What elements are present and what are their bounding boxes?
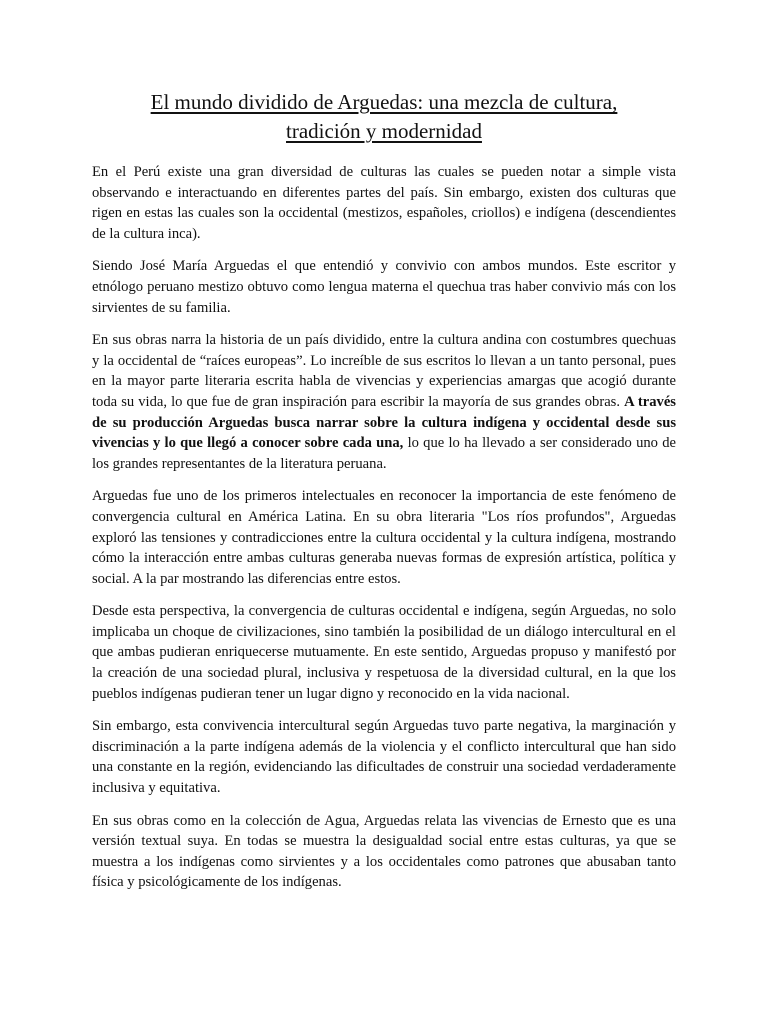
paragraph-5: Desde esta perspectiva, la convergencia de culturas occidental e indígena, según Arguedas, no solo implicaba un choque de civilizaciones, sino también la posibilidad de un diálogo intercultural en el que ambas pudieran enriquecerse mutuamente. En este sentido, Arguedas propuso y manifestó por la creación de una sociedad plural, inclusiva y respetuosa de la diversidad cultural, en la que los pueblos indígenas pudieran tener un lugar digno y reconocido en la vida nacional. bbox=[92, 603, 676, 702]
paragraph-4: Arguedas fue uno de los primeros intelectuales en reconocer la importancia de este fenómeno de convergencia cultural en América Latina. En su obra literaria "Los ríos profundos", Arguedas exploró las tensiones y contradicciones entre la cultura occidental y la cultura indígena, mostrando cómo la interacción entre ambas culturas generaba nuevas formas de expresión artística, política y social. A la par mostrando las diferencias entre estos. bbox=[92, 488, 676, 587]
paragraph-3 bbox=[92, 330, 676, 474]
paragraph-3-intro: En sus obras narra la historia de un país dividido, entre la cultura andina con costumbres quechuas y la occidental de “raíces europeas”. Lo increíble de sus escritos lo llevan a un tanto personal, pues en la mayor parte literaria escrita habla de vivencias y experiencias amargas que acogió durante toda su vida, lo que fue de gran inspiración para escribir la mayoría de sus grandes obras. bbox=[92, 332, 676, 410]
paragraph-7: En sus obras como en la colección de Agua, Arguedas relata las vivencias de Ernesto que es una versión textual suya. En todas se muestra la desigualdad social entre estas culturas, ya que se muestra a los indígenas como sirvientes y a los occidentales como patrones que abusaban tanto física y psicológicamente de los indígenas. bbox=[92, 812, 676, 891]
paragraph-3-outro: lo que lo ha llevado a ser considerado uno de los grandes representantes de la literatura peruana. bbox=[92, 435, 676, 472]
paragraph-2: Siendo José María Arguedas el que entendió y convivio con ambos mundos. Este escritor y etnólogo peruano mestizo obtuvo como lengua materna el quechua tras haber convivio más con los sirvientes de su familia. bbox=[92, 258, 676, 316]
title-line-1: El mundo dividido de Arguedas: una mezcla de cultura, bbox=[150, 90, 618, 114]
title-line-2: tradición y modernidad bbox=[286, 119, 482, 143]
paragraph-1: En el Perú existe una gran diversidad de culturas las cuales se pueden notar a simple vista observando e interactuando en diferentes partes del país. Sin embargo, existen dos culturas que rigen en estas las cuales son la occidental (mestizos, españoles, criollos) e indígena (descendientes de la cultura inca). bbox=[92, 164, 676, 242]
paragraph-3-emphasis: A través de su producción Arguedas busca narrar sobre la cultura indígena y occidental desde sus vivencias y lo que llegó a conocer sobre cada una, bbox=[92, 393, 676, 452]
page-title bbox=[92, 88, 676, 146]
paragraph-6: Sin embargo, esta convivencia intercultural según Arguedas tuvo parte negativa, la marginación y discriminación a la parte indígena además de la violencia y el conflicto intercultural que han sido una constante en la región, evidenciando las dificultades de construir una sociedad verdaderamente inclusiva y equitativa. bbox=[92, 718, 676, 797]
